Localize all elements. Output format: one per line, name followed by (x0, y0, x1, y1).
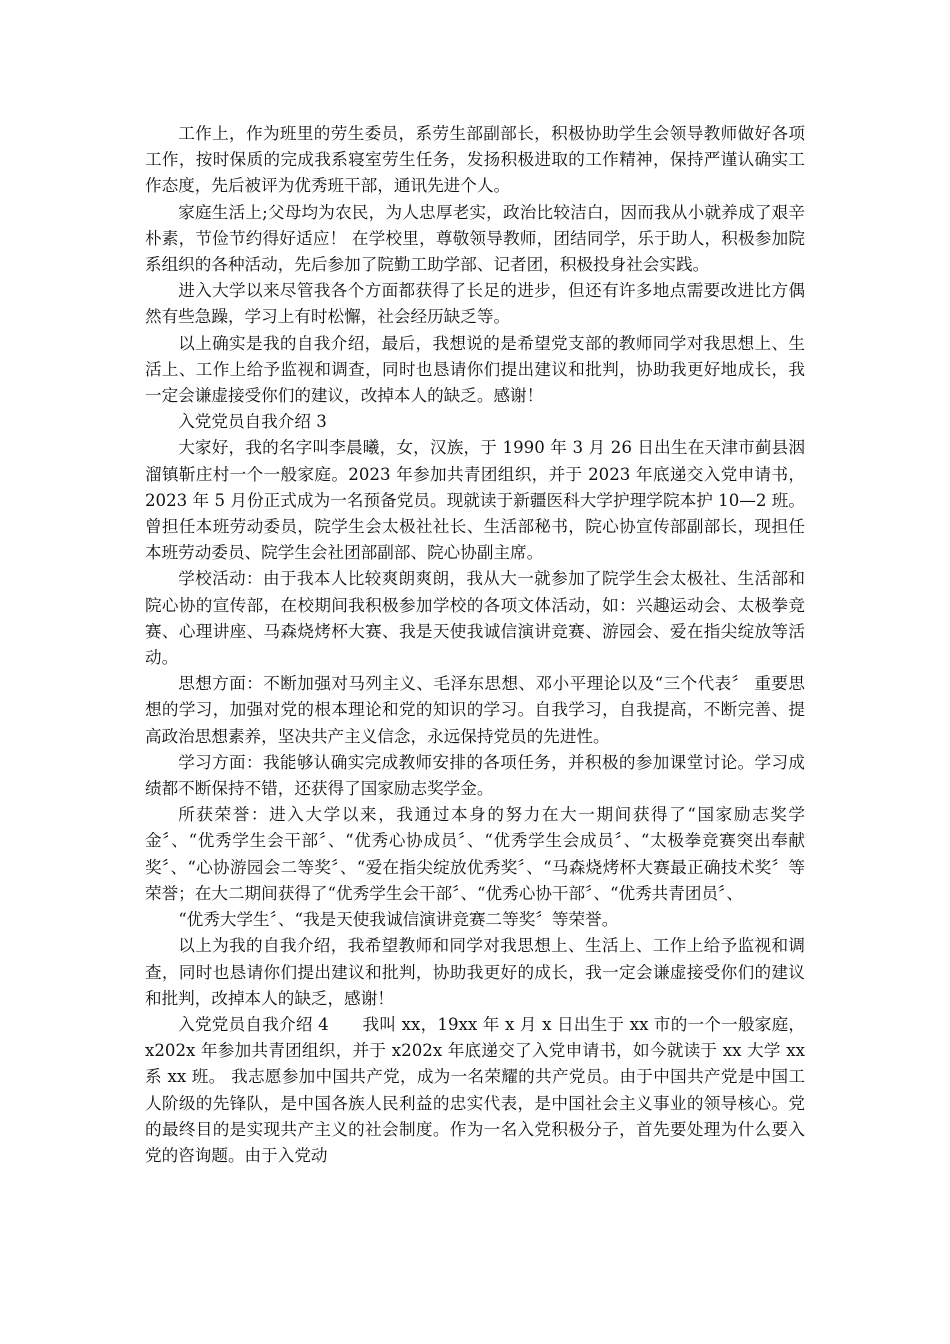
paragraph-school-activities: 学校活动：由于我本人比较爽朗爽朗，我从大一就参加了院学生会太极社、生活部和院心协的宣传部，在校期间我积极参加学校的各项文体活动，如：兴趣运动会、太极拳竞赛、心理讲座、马森烧烤杯大赛、我是天使我诚信演讲竞赛、游园会、爱在指尖绽放等活动。 (145, 569, 805, 668)
paragraph-closing-3: 以上为我的自我介绍，我希望教师和同学对我思想上、生活上、工作上给予监视和调查，同时也恳请你们提出建议和批判，协助我更好的成长，我一定会谦虚接受你们的建议和批判，改掉本人的缺乏，感谢！ (145, 936, 805, 1008)
paragraph-improvement: 进入大学以来尽管我各个方面都获得了长足的进步，但还有许多地点需要改进比方偶然有些急躁，学习上有时松懈，社会经历缺乏等。 (145, 281, 805, 327)
paragraph-honors-continued: “优秀大学生〞、“我是天使我诚信演讲竞赛二等奖〞等荣誉。 (178, 910, 619, 930)
paragraph-thought: 思想方面：不断加强对马列主义、毛泽东思想、邓小平理论以及“三个代表〞 重要思想的学习，加强对党的根本理论和党的知识的学习。自我学习，自我提高，不断完善、提高政治思想素养，坚决共产主义信念，永远保持党员的先进性。 (145, 674, 805, 746)
paragraph-family-life: 家庭生活上;父母均为农民，为人忠厚老实，政治比较洁白，因而我从小就养成了艰辛朴素，节俭节约得好适应！ 在学校里，尊敬领导教师，团结同学，乐于助人，积极参加院系组织的各种活动，先后参加了院勤工助学部、记者团，积极投身社会实践。 (145, 202, 805, 275)
paragraph-intro-4: 入党党员自我介绍 4 我叫 xx，19xx 年 x 月 x 日出生于 xx 市的一个一般家庭，x202x 年参加共青团组织，并于 x202x 年底递交了入党申请书，如今就读于 xx 大学 xx 系 xx 班。 我志愿参加中国共产党，成为一名荣耀的共产党员。由于中国共产党是中国工人阶级的先锋队，是中国各族人民利益的忠实代表，是中国社会主义事业的领导核心。党的最终目的是实现共产主义的社会制度。作为一名入党积极分子，首先要处理为什么要入党的咨询题。由于入党动 (145, 1014, 805, 1165)
section-heading-3: 入党党员自我介绍 3 (178, 412, 327, 432)
document-page (145, 121, 805, 1169)
paragraph-work: 工作上，作为班里的劳生委员，系劳生部副部长，积极协助学生会领导教师做好各项工作，按时保质的完成我系寝室劳生任务，发扬积极进取的工作精神，保持严谨认确实工作态度，先后被评为优秀班干部，通讯先进个人。 (145, 124, 805, 196)
paragraph-closing-2: 以上确实是我的自我介绍，最后，我想说的是希望党支部的教师同学对我思想上、生活上、工作上给予监视和调查，同时也恳请你们提出建议和批判，协助我更好地成长，我一定会谦虚接受你们的建议，改掉本人的缺乏。感谢！ (145, 333, 805, 406)
paragraph-intro-3: 大家好，我的名字叫李晨曦，女，汉族，于 1990 年 3 月 26 日出生在天津市蓟县洇溜镇靳庄村一个一般家庭。2023 年参加共青团组织，并于 2023 年底递交入党申请书，2023 年 5 月份正式成为一名预备党员。现就读于新疆医科大学护理学院本护 10—2 班。曾担任本班劳动委员，院学生会太极社社长、生活部秘书，院心协宣传部副部长，现担任本班劳动委员、院学生会社团部副部、院心协副主席。 (145, 438, 805, 563)
paragraph-honors: 所获荣誉：进入大学以来，我通过本身的努力在大一期间获得了“国家励志奖学金〞、“优秀学生会干部〞、“优秀心协成员〞、“优秀学生会成员〞、“太极拳竞赛突出奉献奖〞、“心协游园会二等奖〞、“爱在指尖绽放优秀奖〞、“马森烧烤杯大赛最正确技术奖〞等荣誉；在大二期间获得了“优秀学生会干部〞、“优秀心协干部〞、“优秀共青团员〞、 (145, 805, 805, 903)
paragraph-study: 学习方面：我能够认确实完成教师安排的各项任务，并积极的参加课堂讨论。学习成绩都不断保持不错，还获得了国家励志奖学金。 (145, 752, 805, 799)
